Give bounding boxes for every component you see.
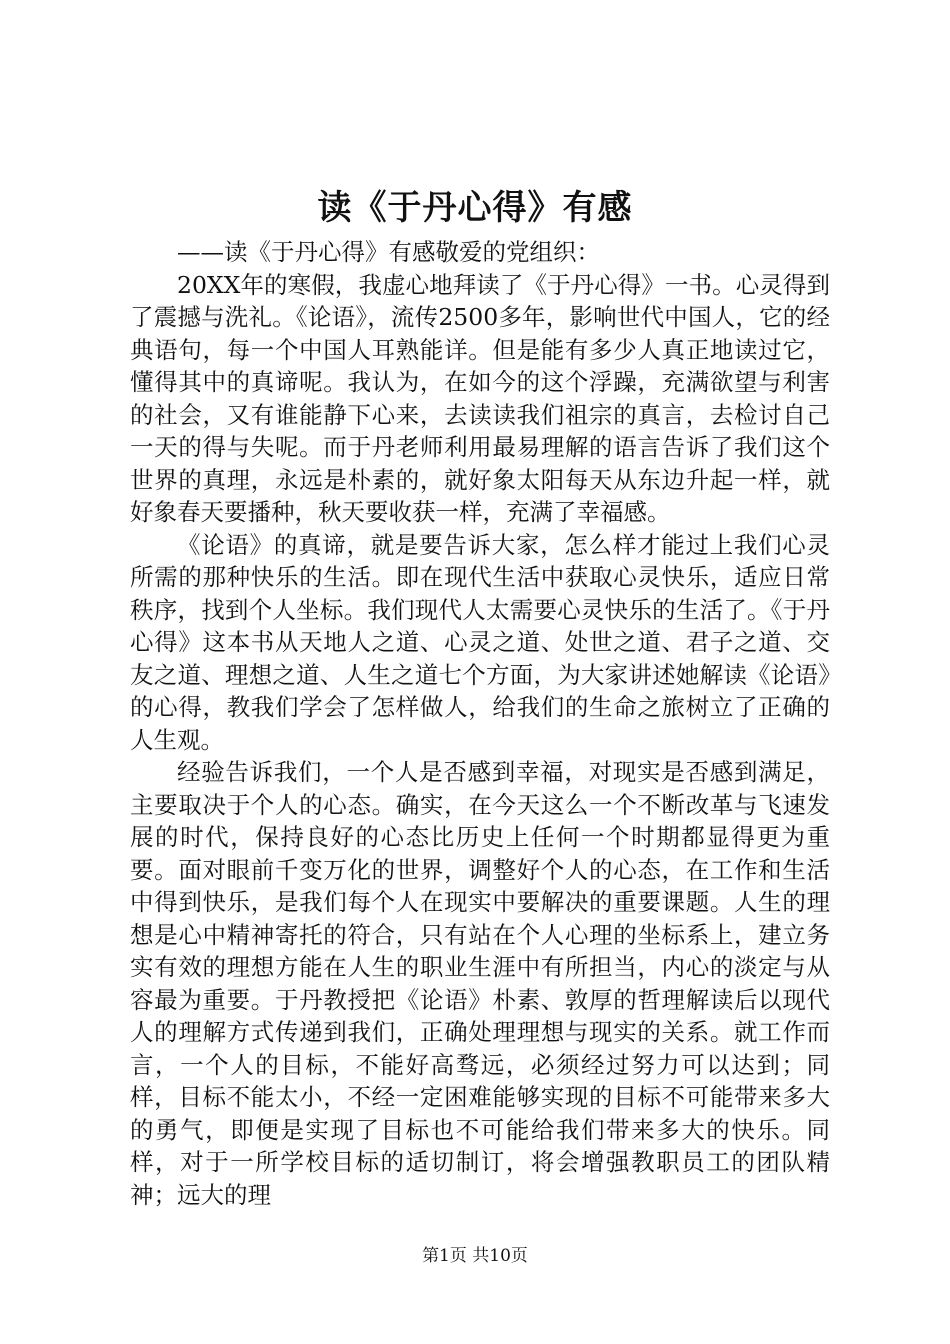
paragraph: 经验告诉我们，一个人是否感到幸福，对现实是否感到满足，主要取决于个人的心态。确实，在今天这么一个不断改革与飞速发展的时代，保持良好的心态比历史上任何一个时期都显得更为重要。面对眼前千变万化的世界，调整好个人的心态，在工作和生活中得到快乐，是我们每个人在现实中要解决的重要课题。人生的理想是心中精神寄托的符合，只有站在个人心理的坐标系上，建立务实有效的理想方能在人生的职业生涯中有所担当，内心的淡定与从容最为重要。于丹教授把《论语》朴素、敦厚的哲理解读后以现代人的理解方式传递到我们，正确处理理想与现实的关系。就工作而言，一个人的目标，不能好高骛远，必须经过努力可以达到；同样，目标不能太小，不经一定困难能够实现的目标不可能带来多大的勇气，即便是实现了目标也不可能给我们带来多大的快乐。同样，对于一所学校目标的适切制订，将会增强教职员工的团队精神；远大的理 (130, 758, 830, 1209)
paragraph: 20XX年的寒假，我虚心地拜读了《于丹心得》一书。心灵得到了震撼与洗礼。《论语》，流传2500多年，影响世代中国人，它的经典语句，每一个中国人耳熟能详。但是能有多少人真正地读过它，懂得其中的真谛呢。我认为，在如今的这个浮躁，充满欲望与利害的社会，又有谁能静下心来，去读读我们祖宗的真言，去检讨自己一天的得与失呢。而于丹老师利用最易理解的语言告诉了我们这个世界的真理，永远是朴素的，就好象太阳每天从东边升起一样，就好象春天要播种，秋天要收获一样，充满了幸福感。 (130, 270, 830, 526)
paragraph-subtitle: ——读《于丹心得》有感敬爱的党组织： (177, 238, 600, 266)
paragraph: 《论语》的真谛，就是要告诉大家，怎么样才能过上我们心灵所需的那种快乐的生活。即在现代生活中获取心灵快乐，适应日常秩序，找到个人坐标。我们现代人太需要心灵快乐的生活了。《于丹心得》这本书从天地人之道、心灵之道、处世之道、君子之道、交友之道、理想之道、人生之道七个方面，为大家讲述她解读《论语》的心得，教我们学会了怎样做人，给我们的生命之旅树立了正确的人生观。 (130, 530, 830, 754)
document-body (130, 236, 830, 1211)
page-title: 读《于丹心得》有感 (317, 188, 633, 228)
page-footer: 第1页 共10页 (422, 1246, 528, 1266)
